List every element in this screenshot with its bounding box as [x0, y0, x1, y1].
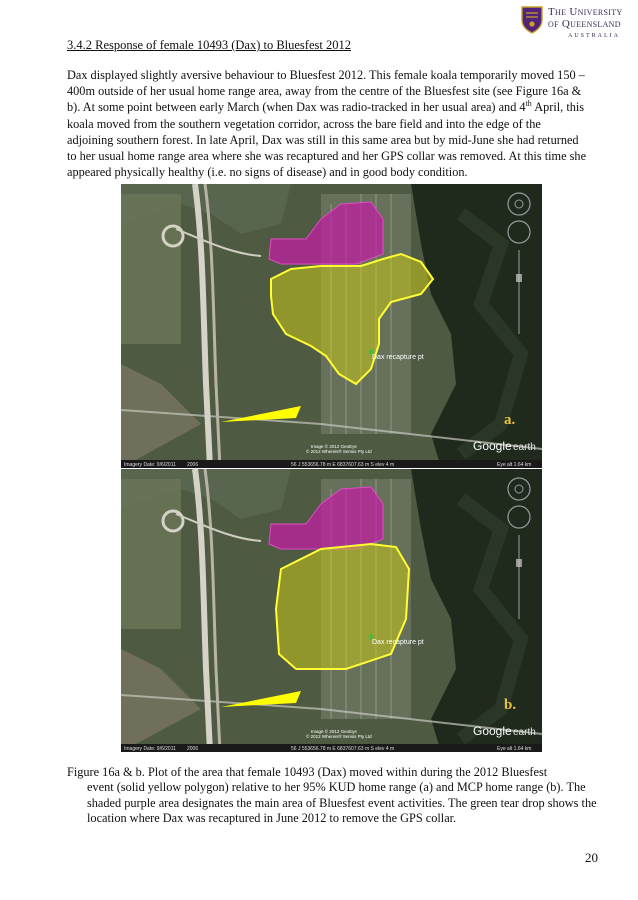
coordinates-readout: 56 J 553656.78 m E 6837607.63 m S elev 4 m — [291, 746, 395, 752]
logo-text — [548, 6, 623, 30]
google-word: Google — [473, 439, 512, 453]
recapture-label: Dax recapture pt — [372, 354, 424, 361]
eye-altitude: Eye alt 1.64 km — [497, 746, 532, 752]
image-copyright-1: Image © 2012 GeoEye — [311, 444, 357, 449]
image-copyright-2: © 2012 Whereis® Sensis Pty Ltd — [306, 449, 372, 454]
map-panel-b — [121, 469, 542, 752]
earth-word: earth — [513, 442, 536, 453]
figure-caption — [67, 765, 607, 826]
university-logo — [521, 6, 633, 42]
paragraph-part-2: April, this koala moved from the southern vegetation corridor, across the bare field and into the edge of the adjoining southern forest. In late April, Dax was still in this same area but by mid-June she had returned to her usual home range area where she was recaptured and her GPS collar was removed. At this time she appeared physically healthy (i.e. no signs of disease) and in good body condition. — [67, 100, 587, 180]
paragraph-superscript: th — [525, 99, 532, 109]
imagery-date: Imagery Date: 9/6/2011 — [124, 746, 176, 752]
caption-rest: event (solid yellow polygon) relative to her 95% KUD home range (a) and MCP home range (b). The shaded purple area designates the main area of Bluesfest event activities. The green tear drop shows the location where Dax was recaptured in June 2012 to remove the GPS collar. — [87, 780, 597, 825]
coordinates-readout: 56 J 553656.78 m E 6837607.63 m S elev 4 m — [291, 462, 395, 468]
map-panel-a — [121, 184, 542, 468]
body-paragraph — [67, 67, 587, 180]
imagery-year: 2006 — [187, 746, 199, 752]
caption-line-1: Figure 16a & b. Plot of the area that female 10493 (Dax) moved within during the 2012 Bluesfest — [67, 765, 548, 779]
imagery-year: 2006 — [187, 462, 199, 468]
eye-altitude: Eye alt 1.64 km — [497, 462, 532, 468]
panel-letter: a. — [504, 412, 516, 428]
page-number: 20 — [585, 850, 598, 865]
earth-word: earth — [513, 727, 536, 738]
recapture-label: Dax recapture pt — [372, 639, 424, 646]
panel-letter: b. — [504, 697, 517, 713]
logo-line-3: AUSTRALIA — [568, 33, 620, 39]
imagery-date: Imagery Date: 9/6/2011 — [124, 462, 176, 468]
paragraph-part-1: Dax displayed slightly aversive behaviour to Bluesfest 2012. This female koala temporarily moved 150 – 400m outside of her usual home range area, away from the centre of the Bluesfest site (see Figure 16a & b). At some point between early March (when Dax was radio-tracked in her usual area) and 4 — [67, 68, 585, 115]
logo-line-2: of Queensland — [548, 18, 621, 30]
crest-icon — [521, 6, 543, 34]
image-copyright-2: © 2012 Whereis® Sensis Pty Ltd — [306, 734, 372, 739]
image-copyright-1: Image © 2012 GeoEye — [311, 729, 357, 734]
home-range-polygon — [276, 544, 409, 669]
google-word: Google — [473, 724, 512, 738]
section-heading: 3.4.2 Response of female 10493 (Dax) to Bluesfest 2012 — [67, 38, 351, 52]
logo-line-1: The University — [548, 6, 623, 18]
